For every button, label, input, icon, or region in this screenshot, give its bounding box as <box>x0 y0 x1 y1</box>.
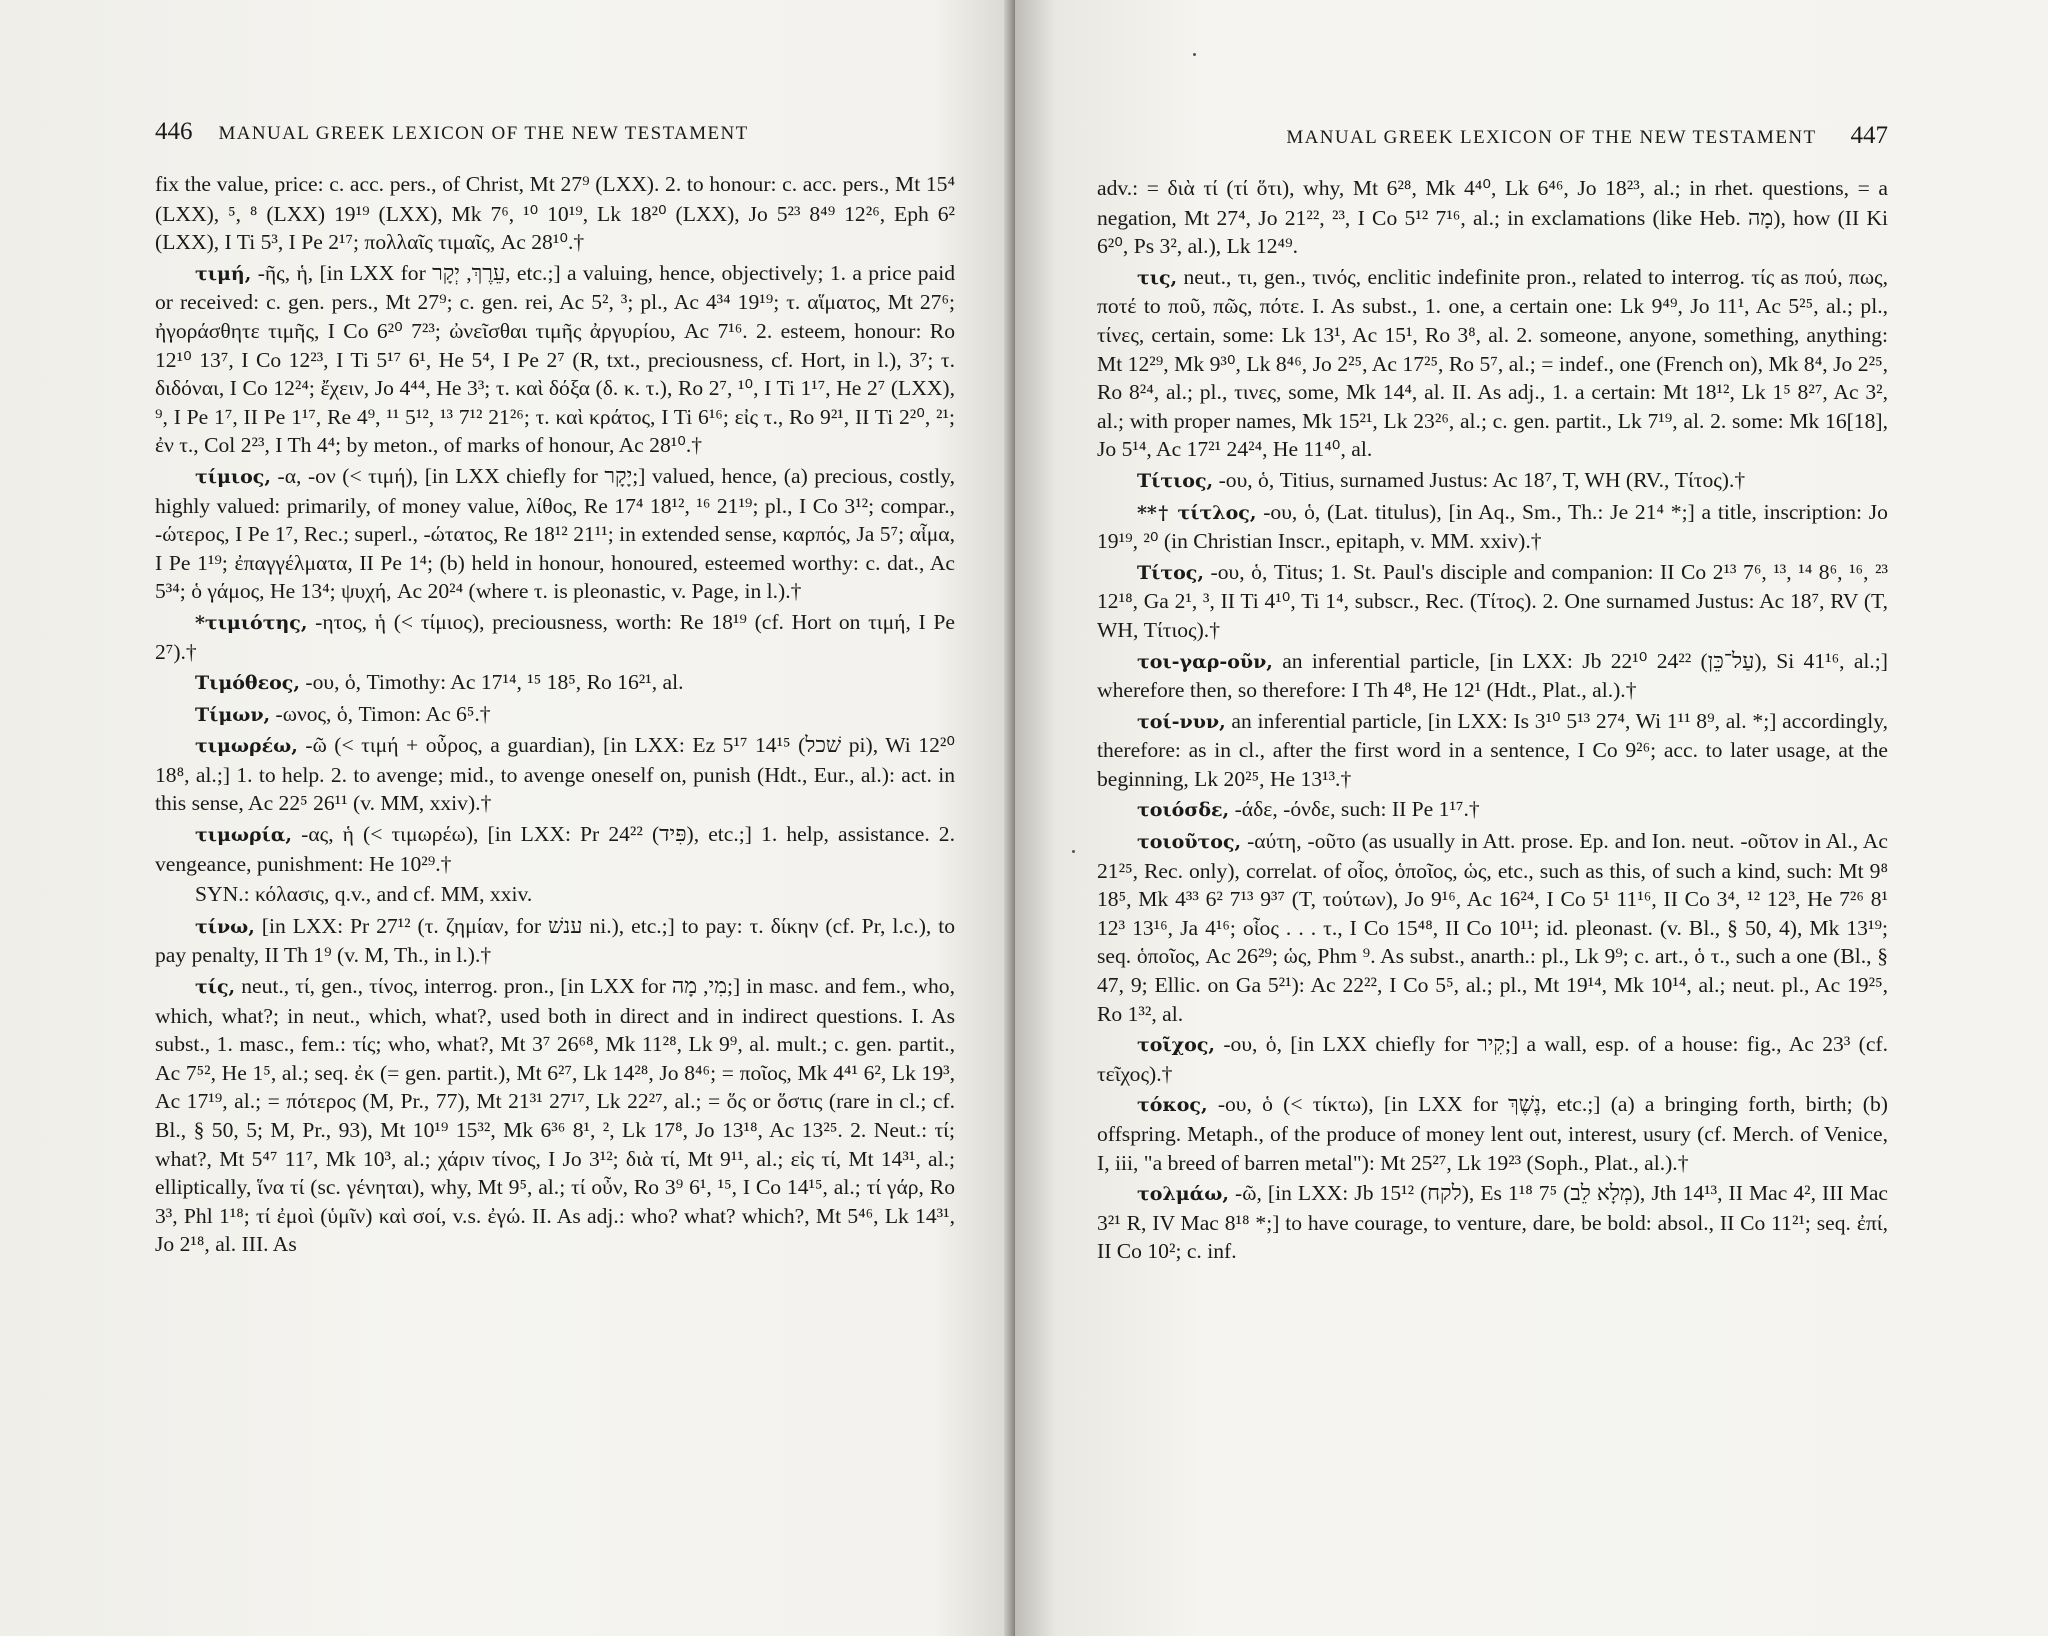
entry-text: -ῶ (< τιμή + οὖρος, a guardian), [in LXX: Ez 5¹⁷ 14¹⁵ (שׁכל pi), Wi 12²⁰ 18⁸, al.;] 1. to help. 2. to avenge; mid., to avenge oneself on, punish (Hdt., Eur., al.): act. in this sense, Ac 22⁵ 26¹¹ (v. MM, xxiv).† <box>155 733 955 816</box>
entry-text: -ου, ὁ (< τίκτω), [in LXX for נֶשֶׁךְ, etc.;] (a) a bringing forth, birth; (b) offspring. Metaph., of the produce of money lent out, interest, usury (cf. Merch. of Venice, I, iii, "a breed of barren metal"): Mt 25²⁷, Lk 19²³ (Soph., Plat., al.).† <box>1097 1092 1888 1175</box>
lexicon-entry <box>155 820 955 878</box>
entry-headword: τόκος, <box>1137 1094 1208 1117</box>
right-page <box>1015 0 2048 1636</box>
lexicon-entry <box>155 700 955 730</box>
entry-headword: τοιόσδε, <box>1137 799 1230 822</box>
lexicon-entry <box>1097 707 1888 794</box>
page-number: 447 <box>1850 122 1888 149</box>
entry-text: adv.: = διὰ τί (τί ὅτι), why, Mt 6²⁸, Mk 4⁴⁰, Lk 6⁴⁶, Jo 18²³, al.; in rhet. questions, = a negation, Mt 27⁴, Jo 21²², ²³, I Co 5¹² 7¹⁶, al.; in exclamations (like Heb. מָה), how (II Ki 6²⁰, Ps 3², al.), Lk 12⁴⁹. <box>1097 176 1889 259</box>
lexicon-entry <box>1097 827 1888 1028</box>
entry-text: -ῆς, ἡ, [in LXX for עֵרֶךְ, יְקָר, etc.;] a valuing, hence, objectively; 1. a price paid or received: c. gen. pers., Mt 27⁹; c. gen. rei, Ac 5², ³; pl., Ac 4³⁴ 19¹⁹; τ. αἵματος, Mt 27⁶; ἠγοράσθητε τιμῆς, I Co 6²⁰ 7²³; ὠνεῖσθαι τιμῆς ἀργυρίου, Ac 7¹⁶. 2. esteem, honour: Ro 12¹⁰ 13⁷, I Co 12²³, I Ti 5¹⁷ 6¹, He 5⁴, I Pe 2⁷ (R, txt., preciousness, cf. Hort, in l.), 3⁷; τ. διδόναι, I Co 12²⁴; ἔχειν, Jo 4⁴⁴, He 3³; τ. καὶ δόξα (δ. κ. τ.), Ro 2⁷, ¹⁰, I Ti 1¹⁷, He 2⁷ (LXX), ⁹, I Pe 1⁷, II Pe 1¹⁷, Re 4⁹, ¹¹ 5¹², ¹³ 7¹² 21²⁶; τ. καὶ κράτος, I Ti 6¹⁶; εἰς τ., Ro 9²¹, II Ti 2²⁰, ²¹; ἐν τ., Col 2²³, I Th 4⁴; by meton., of marks of honour, Ac 28¹⁰.† <box>155 260 955 458</box>
entry-text: -αύτη, -οῦτο (as usually in Att. prose. Ep. and Ion. neut. -οῦτον in Al., Ac 21²⁵, Rec. only), correlat. of οἷος, ὁποῖος, ὡς, etc., such as this, of such a kind, such: Mt 9⁸ 18⁵, Mk 4³³ 6² 7¹³ 9³⁷ (T, τούτων), Jo 9¹⁶, Ac 16²⁴, I Co 5¹ 11¹⁶, II Co 3⁴, ¹² 12³, He 7²⁶ 8¹ 12³ 13¹⁶, Ja 4¹⁶; οἷος . . . τ., I Co 15⁴⁸, II Co 10¹¹; id. pleonast. (v. Bl., § 50, 4), Mk 13¹⁹; seq. ὁποῖος, Ac 26²⁹; ὡς, Phm ⁹. As subst., anarth.: pl., Lk 9⁹; c. art., ὁ τ., such a one (Bl., § 47, 9; Ellic. on Ga 5²¹): Ac 22²², I Co 5⁵, al.; pl., Mt 19¹⁴, Mk 10¹⁴, al.; neut. pl., Ac 19²⁵, Ro 1³², al. <box>1097 829 1888 1026</box>
entry-text: fix the value, price: c. acc. pers., of Christ, Mt 27⁹ (LXX). 2. to honour: c. acc. pers., Mt 15⁴ (LXX), ⁵, ⁸ (LXX) 19¹⁹ (LXX), Mk 7⁶, ¹⁰ 10¹⁹, Lk 18²⁰ (LXX), Jo 5²³ 8⁴⁹ 12²⁶, Eph 6² (LXX), I Ti 5³, I Pe 2¹⁷; πολλαῖς τιμαῖς, Ac 28¹⁰.† <box>155 172 955 255</box>
entry-text: an inferential particle, [in LXX: Jb 22¹⁰ 24²² (עַל־כֵּן), Si 41¹⁶, al.;] wherefore then, so therefore: I Th 4⁸, He 12¹ (Hdt., Plat., al.).† <box>1097 648 1888 703</box>
entry-text: -ου, ὁ, Titus; 1. St. Paul's disciple and companion: II Co 2¹³ 7⁶, ¹³, ¹⁴ 8⁶, ¹⁶, ²³ 12¹⁸, Ga 2¹, ³, II Ti 4¹⁰, Ti 1⁴, subscr., Rec. (Τίτος). 2. One surnamed Justus: Ac 18⁷, RV (T, WH, Τίτιος).† <box>1097 559 1888 642</box>
entry-text: -άδε, -όνδε, such: II Pe 1¹⁷.† <box>1234 797 1480 822</box>
lexicon-entry <box>155 668 955 698</box>
paper-speck <box>1072 850 1075 853</box>
entry-text: neut., τι, gen., τινός, enclitic indefinite pron., related to interrog. τίς as πού, πως, ποτέ to ποῦ, πῶς, πότε. I. As subst., 1. one, a certain one: Lk 9⁴⁹, Jo 11¹, Ac 5²⁵, al.; pl., τίνες, certain, some: Lk 13¹, Ac 15¹, Ro 3⁸, al. 2. someone, anyone, something, anything: Mt 12²⁹, Mk 9³⁰, Lk 8⁴⁶, Jo 2²⁵, Ac 17²⁵, Ro 5⁷, al.; = indef., one (French on), Mk 8⁴, Jo 2²⁵, Ro 8²⁴, al.; pl., τινες, some, Mk 14⁴, al. II. As adj., 1. a certain: Mt 18¹², Lk 1⁵ 8²⁷, Ac 3², al.; with proper names, Mk 15²¹, Lk 23²⁶, al.; c. gen. partit., Lk 7¹⁹, al. 2. some: Mk 16[18], Jo 5¹⁴, Ac 17²¹ 24²⁴, He 11⁴⁰, al. <box>1097 264 1888 462</box>
lexicon-entry <box>1097 558 1888 645</box>
lexicon-entry <box>155 170 955 257</box>
lexicon-entry <box>1097 795 1888 825</box>
lexicon-entry <box>155 259 955 460</box>
entry-headword: τίνω, <box>195 915 255 938</box>
entry-text: [in LXX: Pr 27¹² (τ. ζημίαν, for ענשׁ ni.), etc.;] to pay: τ. δίκην (cf. Pr, l.c.), to pay penalty, II Th 1⁹ (v. M, Th., in l.).† <box>155 913 955 968</box>
lexicon-entry <box>155 912 955 970</box>
running-title: MANUAL GREEK LEXICON OF THE NEW TESTAMENT <box>1286 127 1817 148</box>
entry-headword: τίς, <box>195 976 236 999</box>
entry-text: -ου, ὁ, (Lat. titulus), [in Aq., Sm., Th.: Je 21⁴ *;] a title, inscription: Jo 19¹⁹, ²⁰ (in Christian Inscr., epitaph, v. MM. xxiv).† <box>1097 499 1888 554</box>
entry-headword: τοῖχος, <box>1137 1034 1216 1057</box>
entry-text: SYN.: κόλασις, q.v., and cf. MM, xxiv. <box>195 882 533 907</box>
entry-text: an inferential particle, [in LXX: Is 3¹⁰ 5¹³ 27⁴, Wi 1¹¹ 8⁹, al. *;] accordingly, therefore: as in cl., after the first word in a sentence, I Co 9²⁶; acc. to later usage, at the beginning, Lk 20²⁵, He 13¹³.† <box>1097 708 1888 791</box>
running-title: MANUAL GREEK LEXICON OF THE NEW TESTAMENT <box>218 123 749 144</box>
entry-headword: τιμωρία, <box>195 824 293 847</box>
entry-text: -ωνος, ὁ, Timon: Ac 6⁵.† <box>275 701 491 726</box>
lexicon-entry <box>155 731 955 818</box>
lexicon-entry <box>1097 1090 1888 1177</box>
lexicon-entry <box>1097 466 1888 496</box>
entry-headword: τοι-γαρ-οῦν, <box>1137 650 1273 673</box>
lexicon-entry <box>1097 174 1888 261</box>
entry-text: -ου, ὁ, Titius, surnamed Justus: Ac 18⁷, T, WH (RV., Τίτος).† <box>1218 467 1746 492</box>
entry-headword: τις, <box>1137 266 1178 289</box>
entry-headword: Τίμων, <box>195 703 271 726</box>
lexicon-entry <box>155 972 955 1259</box>
entry-text: -ου, ὁ, [in LXX chiefly for קִיר;] a wall, esp. of a house: fig., Ac 23³ (cf. τεῖχος).† <box>1097 1032 1888 1086</box>
entry-text: -ητος, ἡ (< τίμιος), preciousness, worth: Re 18¹⁹ (cf. Hort on τιμή, I Pe 2⁷).† <box>155 609 955 664</box>
lexicon-entry <box>155 880 955 910</box>
paper-speck <box>1193 53 1196 56</box>
lexicon-entry <box>1097 263 1888 464</box>
entry-text: -ου, ὁ, Timothy: Ac 17¹⁴, ¹⁵ 18⁵, Ro 16²¹, al. <box>305 670 684 695</box>
lexicon-entry <box>1097 498 1888 556</box>
right-running-head <box>1097 122 1888 150</box>
left-page <box>0 0 1015 1636</box>
entry-headword: **† τίτλος, <box>1137 501 1257 524</box>
entry-text: -α, -ον (< τιμή), [in LXX chiefly for יָקָר;] valued, hence, (a) precious, costly, highly valued: primarily, of money value, λίθος, Re 17⁴ 18¹², ¹⁶ 21¹⁹; pl., I Co 3¹²; compar., -ώτερος, I Pe 1⁷, Rec.; superl., -ώτατος, Re 18¹² 21¹¹; in extended sense, καρπός, Ja 5⁷; αἷμα, I Pe 1¹⁹; ἐπαγγέλματα, II Pe 1⁴; (b) held in honour, honoured, esteemed worthy: c. dat., Ac 5³⁴; ὁ γάμος, He 13⁴; ψυχή, Ac 20²⁴ (where τ. is pleonastic, v. Page, in l.).† <box>155 463 955 604</box>
entry-text: neut., τί, gen., τίνος, interrog. pron., [in LXX for מִי, מָה;] in masc. and fem., who, which, what?; in neut., which, what?, used both in direct and in indirect questions. I. As subst., 1. masc., fem.: τίς; who, what?, Mt 3⁷ 26⁶⁸, Mk 11²⁸, Lk 9⁹, al. mult.; c. gen. partit., Ac 7⁵², He 1⁵, al.; seq. ἐκ (= gen. partit.), Mt 6²⁷, Lk 14²⁸, Jo 8⁴⁶; = ποῖος, Mk 4⁴¹ 6², Lk 19³, Ac 17¹⁹, al.; = πότερος (M, Pr., 77), Mt 21³¹ 27¹⁷, Lk 22²⁷, al.; = ὅς or ὅστις (rare in cl.; cf. Bl., § 50, 5; M, Pr., 93), Mt 10¹⁹ 15³², Mk 6³⁶ 8¹, ², Lk 17⁸, Jo 13¹⁸, Ac 13²⁵. 2. Neut.: τί; what?, Mt 5⁴⁷ 11⁷, Mk 10³, al.; χάριν τίνος, I Jo 3¹²; διὰ τί, Mt 9¹¹, al.; εἰς τί, Mt 14³¹, al.; elliptically, ἵνα τί (sc. γένηται), why, Mt 9⁵, al.; τί οὖν, Ro 3⁹ 6¹, ¹⁵, I Co 14¹⁵, al.; τί γάρ, Ro 3³, Phl 1¹⁸; τί ἐμοὶ (ὑμῖν) καὶ σοί, v.s. ἐγώ. II. As adj.: who? what? which?, Mt 5⁴⁶, Lk 14³¹, Jo 2¹⁸, al. III. As <box>155 974 955 1257</box>
entry-headword: τιμωρέω, <box>195 735 298 758</box>
entry-headword: τοιοῦτος, <box>1137 831 1242 854</box>
left-running-head <box>155 118 955 146</box>
page-number: 446 <box>155 118 193 145</box>
lexicon-entry <box>1097 1030 1888 1088</box>
entry-headword: τίμιος, <box>195 465 271 488</box>
entry-text: -ῶ, [in LXX: Jb 15¹² (לקח), Es 1¹⁸ 7⁵ (מְלָא לֵב), Jth 14¹³, II Mac 4², III Mac 3²¹ R, IV Mac 8¹⁸ *;] to have courage, to venture, dare, be bold: absol., II Co 11²¹; seq. ἐπί, II Co 10²; c. inf. <box>1097 1181 1889 1264</box>
entry-headword: Τιμόθεος, <box>195 672 300 695</box>
entry-headword: Τίτος, <box>1137 561 1204 584</box>
lexicon-entry <box>155 462 955 606</box>
lexicon-entry <box>1097 1179 1888 1266</box>
entry-headword: *τιμιότης, <box>195 611 308 634</box>
lexicon-entry <box>155 608 955 666</box>
lexicon-entry <box>1097 647 1888 705</box>
entry-headword: τολμάω, <box>1137 1183 1230 1206</box>
entry-text: -ας, ἡ (< τιμωρέω), [in LXX: Pr 24²² (פִּיד), etc.;] 1. help, assistance. 2. vengeance, punishment: He 10²⁹.† <box>155 822 956 876</box>
entry-headword: Τίτιος, <box>1137 469 1214 492</box>
entry-headword: τιμή, <box>195 262 252 285</box>
entry-headword: τοί-νυν, <box>1137 710 1226 733</box>
